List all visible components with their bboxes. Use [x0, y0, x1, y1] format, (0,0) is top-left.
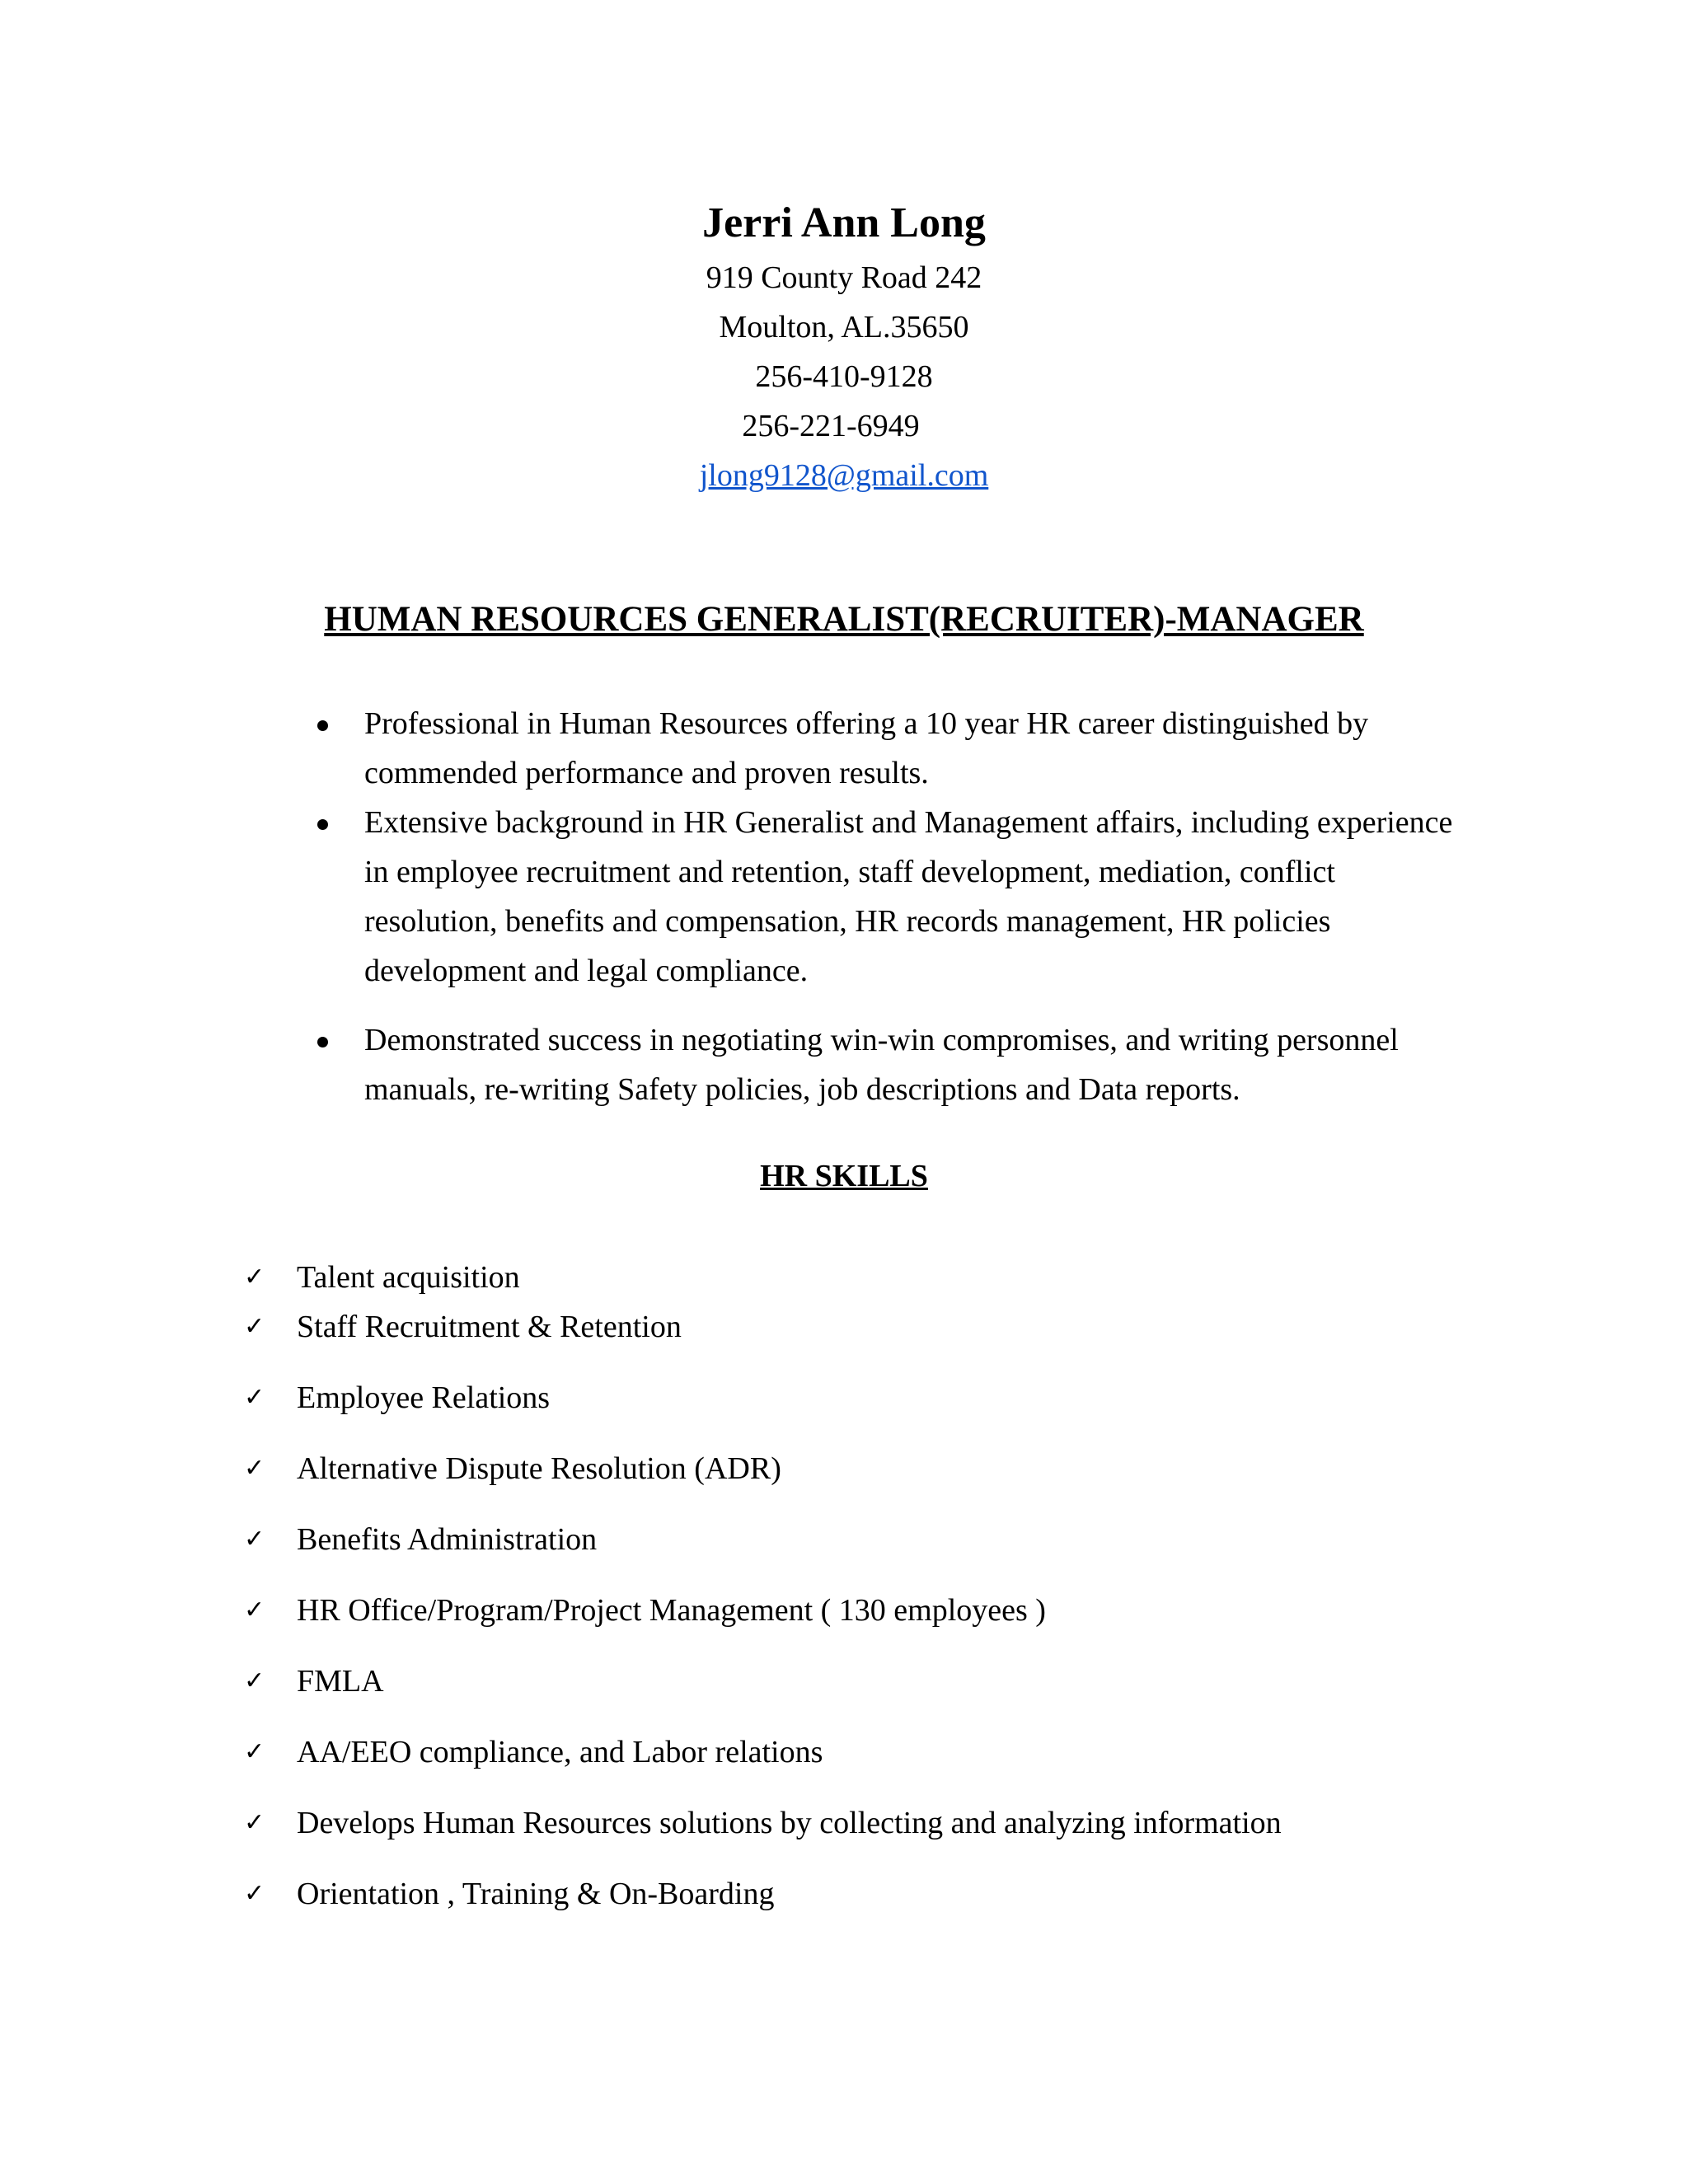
- skill-text: AA/EEO compliance, and Labor relations: [297, 1735, 823, 1769]
- summary-text: Professional in Human Resources offering a 10 year HR career distinguished by commended performance and proven results.: [364, 706, 1369, 790]
- checkmark-icon: ✓: [244, 1737, 265, 1766]
- summary-item: [305, 1015, 1475, 1114]
- checkmark-icon: ✓: [244, 1454, 265, 1483]
- skill-text: HR Office/Program/Project Management ( 130 employees ): [297, 1593, 1046, 1628]
- summary-item: [305, 798, 1475, 996]
- checkmark-icon: ✓: [244, 1263, 265, 1291]
- summary-text: Extensive background in HR Generalist and Management affairs, including experience in employee recruitment and retention, staff development, mediation, conflict resolution, benefits and compensation, HR records management, HR policies development and legal compliance.: [364, 805, 1453, 988]
- checkmark-icon: ✓: [244, 1879, 265, 1908]
- checkmark-icon: ✓: [244, 1312, 265, 1341]
- summary-text: Demonstrated success in negotiating win-win compromises, and writing personnel manuals, re-writing Safety policies, job descriptions and Data reports.: [364, 1023, 1399, 1107]
- skill-text: Develops Human Resources solutions by collecting and analyzing information: [297, 1806, 1282, 1840]
- candidate-name: Jerri Ann Long: [702, 199, 986, 246]
- skill-item: [244, 1515, 1563, 1564]
- skill-text: Orientation , Training & On-Boarding: [297, 1877, 775, 1911]
- bullet-icon: [317, 1037, 328, 1047]
- skill-text: Benefits Administration: [297, 1522, 598, 1557]
- skill-item: [244, 1798, 1563, 1848]
- skill-text: Alternative Dispute Resolution (ADR): [297, 1451, 781, 1486]
- address-line-2: Moulton, AL.35650: [719, 310, 969, 344]
- summary-list: [305, 699, 1475, 1114]
- skill-text: Staff Recruitment & Retention: [297, 1310, 682, 1344]
- checkmark-icon: ✓: [244, 1525, 265, 1554]
- skill-text: FMLA: [297, 1664, 384, 1699]
- summary-item: [305, 699, 1475, 798]
- skills-heading: HR SKILLS: [760, 1159, 928, 1193]
- skill-item: [244, 1586, 1563, 1635]
- email-row: [0, 451, 1688, 500]
- skill-item: [244, 1373, 1563, 1422]
- skill-item: [244, 1869, 1563, 1919]
- job-title-heading: HUMAN RESOURCES GENERALIST(RECRUITER)-MANAGER: [324, 600, 1364, 639]
- checkmark-icon: ✓: [244, 1808, 265, 1837]
- skill-item: [244, 1253, 1563, 1302]
- skill-text: Talent acquisition: [297, 1260, 520, 1295]
- skill-text: Employee Relations: [297, 1380, 551, 1415]
- skill-item: [244, 1444, 1563, 1493]
- bullet-icon: [317, 720, 328, 731]
- skill-item: [244, 1657, 1563, 1706]
- phone-primary: 256-410-9128: [755, 359, 933, 394]
- checkmark-icon: ✓: [244, 1666, 265, 1695]
- bullet-icon: [317, 819, 328, 830]
- address-line-1: 919 County Road 242: [706, 260, 982, 295]
- email-link[interactable]: jlong9128@gmail.com: [699, 458, 989, 493]
- checkmark-icon: ✓: [244, 1383, 265, 1412]
- phone-secondary: 256-221-6949: [742, 409, 920, 443]
- checkmark-icon: ✓: [244, 1596, 265, 1624]
- skill-item: [244, 1302, 1563, 1352]
- skills-list: [244, 1253, 1563, 1919]
- skill-item: [244, 1727, 1563, 1777]
